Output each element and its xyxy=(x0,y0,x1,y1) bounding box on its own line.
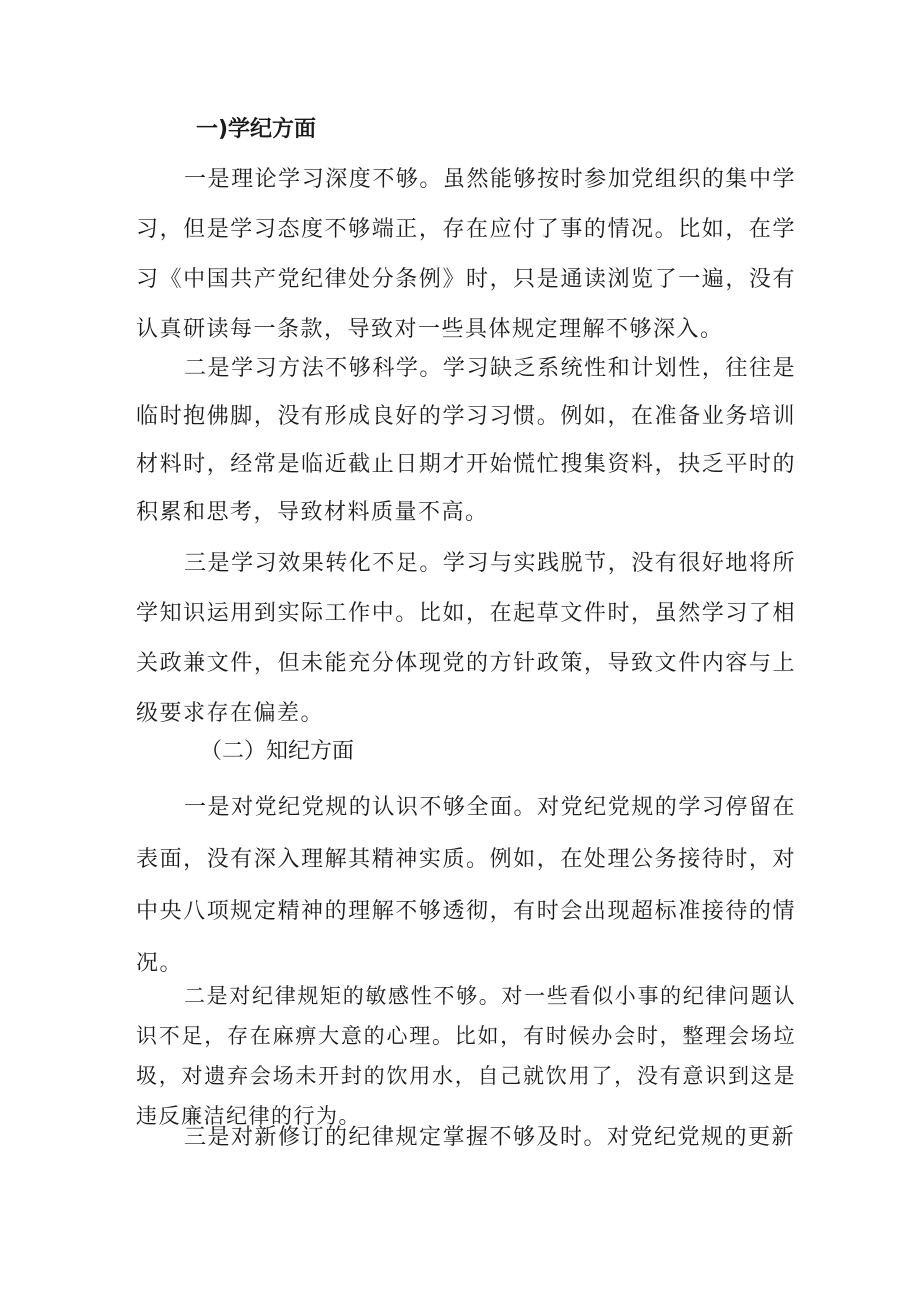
paragraph-zhiji-2: 二是对纪律规矩的敏感性不够。对一些看似小事的纪律问题认识不足，存在麻痹大意的心理。比如，有时候办会时，整理会场垃圾，对遗弃会场未开封的饮用水，自己就饮用了，没有意识到这是违反廉洁纪律的行为。 xyxy=(136,984,796,1128)
paragraph-zhiji-1: 一是对党纪党规的认识不够全面。对党纪党规的学习停留在表面，没有深入理解其精神实质。例如，在处理公务接待时，对中央八项规定精神的理解不够透彻，有时会出现超标准接待的情况。 xyxy=(136,795,796,976)
paragraph-xueji-1: 一是理论学习深度不够。虽然能够按时参加党组织的集中学习，但是学习态度不够端正，存在应付了事的情况。比如，在学习《中国共产党纪律处分条例》时，只是通读浏览了一遍，没有认真研读每一条款，导致对一些具体规定理解不够深入。 xyxy=(136,167,796,342)
section-heading-xueji: 一)学纪方面 xyxy=(196,117,317,142)
section-heading-zhiji: （二）知纪方面 xyxy=(200,739,355,764)
paragraph-xueji-2: 二是学习方法不够科学。学习缺乏系统性和计划性，往往是临时抱佛脚，没有形成良好的学习习惯。例如，在准备业务培训材料时，经常是临近截止日期才开始慌忙搜集资料，抉乏平时的积累和思考，导致材料质量不高。 xyxy=(136,356,796,525)
paragraph-zhiji-3: 三是对新修订的纪律规定掌握不够及时。对党纪党规的更新 xyxy=(184,1125,796,1150)
paragraph-xueji-3: 三是学习效果转化不足。学习与实践脱节，没有很好地将所学知识运用到实际工作中。比如，在起草文件时，虽然学习了相关政兼文件，但未能充分体现党的方针政策，导致文件内容与上级要求存在偏差。 xyxy=(136,551,796,726)
